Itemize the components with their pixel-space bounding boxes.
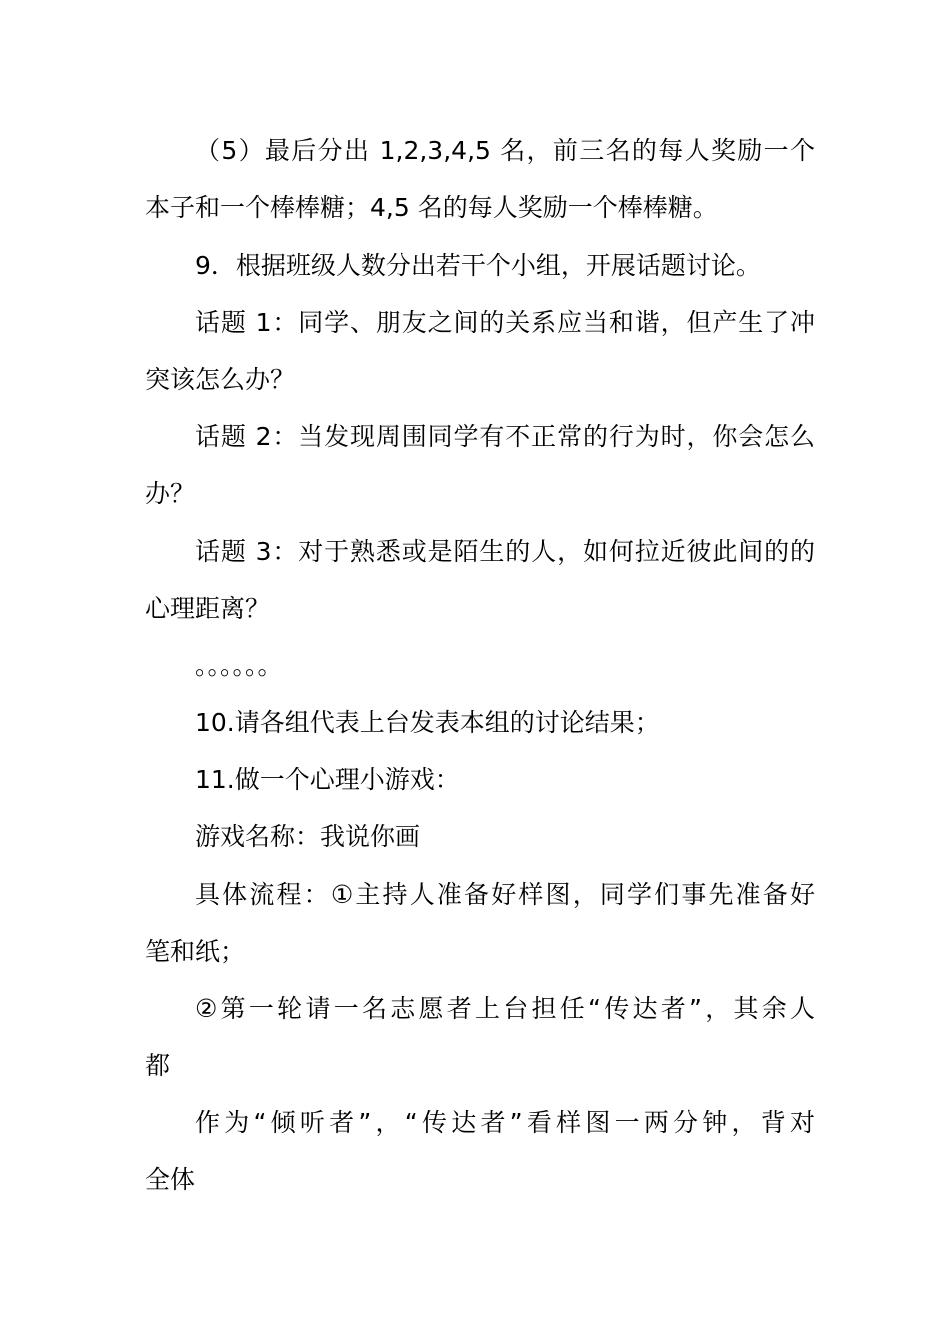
paragraph-line: 都 (145, 1051, 171, 1080)
paragraph-line: 10.请各组代表上台发表本组的讨论结果； (195, 708, 660, 737)
ellipsis-line: 。。。。。。 (195, 651, 283, 680)
paragraph-line: 笔和纸； (145, 937, 246, 966)
paragraph-line: 话题 2：当发现周围同学有不正常的行为时，你会怎么 (195, 422, 815, 451)
paragraph-line: 9．根据班级人数分出若干个小组，开展话题讨论。 (195, 251, 761, 280)
paragraph-line: 话题 3：对于熟悉或是陌生的人，如何拉近彼此间的的 (195, 537, 815, 566)
paragraph-line: 作为“倾听者”，“传达者”看样图一两分钟，背对 (195, 1108, 815, 1137)
paragraph-line: （5）最后分出 1,2,3,4,5 名，前三名的每人奖励一个 (195, 136, 815, 165)
paragraph-line: 具体流程：①主持人准备好样图，同学们事先准备好 (195, 880, 815, 909)
paragraph-line: 话题 1：同学、朋友之间的关系应当和谐，但产生了冲 (195, 308, 815, 337)
paragraph-line: 11.做一个心理小游戏： (195, 765, 460, 794)
paragraph-line: 突该怎么办？ (145, 365, 296, 394)
paragraph-line: 办？ (145, 479, 196, 508)
paragraph-line: 全体 (145, 1165, 196, 1194)
paragraph-line: ②第一轮请一名志愿者上台担任“传达者”，其余人 (195, 994, 815, 1023)
paragraph-line: 游戏名称：我说你画 (195, 822, 421, 851)
paragraph-line: 本子和一个棒棒糖；4,5 名的每人奖励一个棒棒糖。 (145, 193, 718, 222)
paragraph-line: 心理距离？ (145, 594, 271, 623)
